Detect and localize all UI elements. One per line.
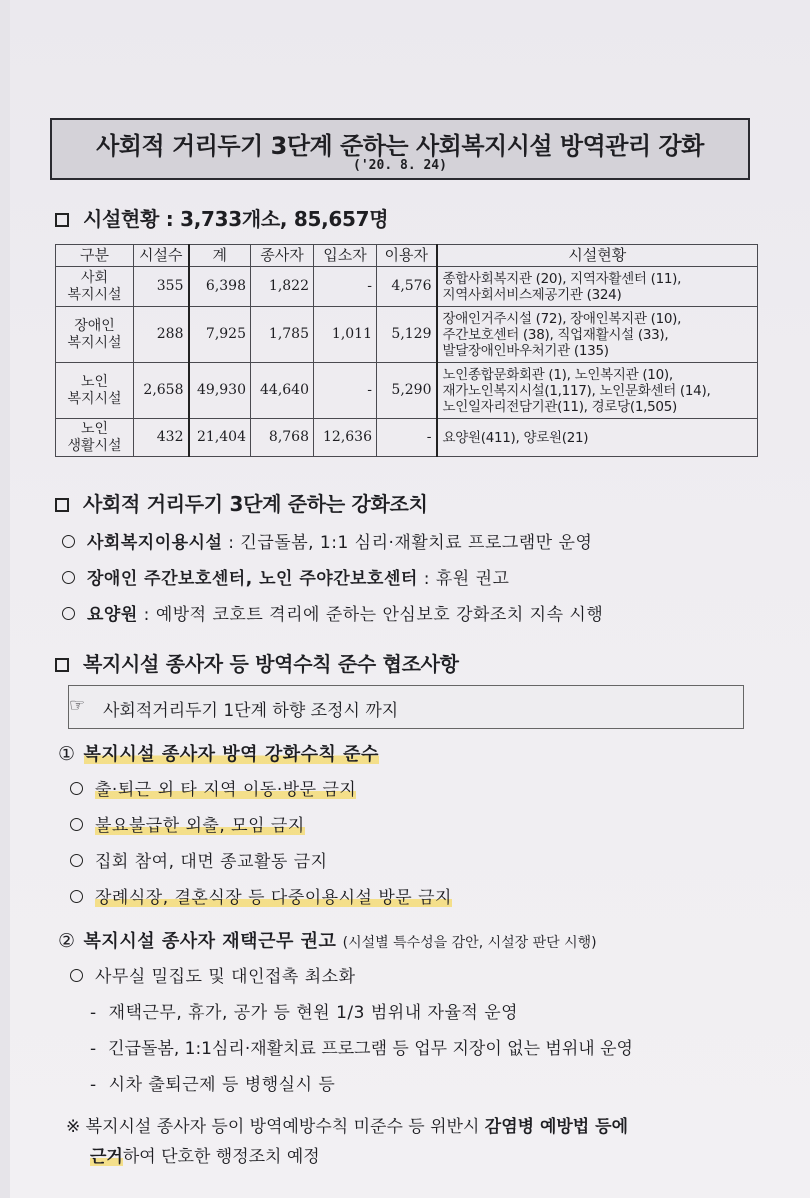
table-row: [56, 307, 758, 363]
sub2-dash-item: - 긴급돌봄, 1:1심리·재활치료 프로그램 등 업무 지장이 없는 범위내 운영: [90, 1039, 633, 1059]
square-bullet-icon: [55, 213, 69, 227]
sub1-item: 불요불급한 외출, 모임 금지: [70, 811, 305, 836]
row-resident: 12,636: [314, 419, 377, 457]
header-detail: 시설현황: [437, 245, 758, 267]
circle-bullet-icon: [70, 782, 83, 795]
measure-item: 사회복지이용시설 : 긴급돌봄, 1:1 심리·재활치료 프로그램만 운영: [62, 528, 592, 553]
measure-item: 요양원 : 예방적 코호트 격리에 준하는 안심보호 강화조치 지속 시행: [62, 600, 603, 625]
sub1-item: 출·퇴근 외 타 지역 이동·방문 금지: [70, 775, 356, 800]
sub1-item: 집회 참여, 대면 종교활동 금지: [70, 847, 328, 872]
row-user: 4,576: [377, 267, 437, 307]
document-date: ('20. 8. 24): [353, 158, 447, 173]
header-category: 구분: [56, 245, 134, 267]
row-category: 사회 복지시설: [56, 267, 134, 307]
square-bullet-icon: [55, 498, 69, 512]
header-resident: 입소자: [314, 245, 377, 267]
note-box: [68, 685, 744, 729]
row-count: 2,658: [134, 363, 189, 419]
table-row: [56, 267, 758, 307]
facility-table: [55, 244, 758, 457]
section3-heading: 복지시설 종사자 등 방역수칙 준수 협조사항: [55, 648, 459, 677]
sub1-item: 장례식장, 결혼식장 등 다중이용시설 방문 금지: [70, 883, 452, 908]
circle-bullet-icon: [70, 969, 83, 982]
warning-line1: ※ 복지시설 종사자 등이 방역예방수칙 미준수 등 위반시 감염병 예방법 등에: [66, 1117, 628, 1137]
row-user: -: [377, 419, 437, 457]
row-resident: -: [314, 363, 377, 419]
row-resident: -: [314, 267, 377, 307]
circle-bullet-icon: [62, 571, 75, 584]
row-detail: 종합사회복지관 (20), 지역자활센터 (11), 지역사회서비스제공기관 (324): [437, 267, 758, 307]
section2-heading: 사회적 거리두기 3단계 준하는 강화조치: [55, 488, 428, 517]
circle-bullet-icon: [70, 854, 83, 867]
square-bullet-icon: [55, 658, 69, 672]
section1-heading: 시설현황 : 3,733개소, 85,657명: [55, 203, 388, 232]
sub2-dash-item: - 시차 출퇴근제 등 병행실시 등: [90, 1075, 336, 1095]
reference-mark: ※: [66, 1117, 81, 1137]
header-total: 계: [189, 245, 251, 267]
row-staff: 44,640: [251, 363, 314, 419]
table-row: [56, 363, 758, 419]
sub2-title: ② 복지시설 종사자 재택근무 권고 (시설별 특수성을 감안, 시설장 판단 시행): [58, 930, 597, 952]
sub2-dash-item: - 재택근무, 휴가, 공가 등 현원 1/3 범위내 자율적 운영: [90, 1003, 519, 1023]
row-detail: 노인종합문화회관 (1), 노인복지관 (10), 재가노인복지시설(1,117), 노인문화센터 (14), 노인일자리전담기관(11), 경로당(1,505): [437, 363, 758, 419]
header-count: 시설수: [134, 245, 189, 267]
pointing-hand-icon: ☞: [69, 695, 86, 716]
circle-bullet-icon: [62, 535, 75, 548]
row-staff: 1,822: [251, 267, 314, 307]
row-category: 노인 생활시설: [56, 419, 134, 457]
row-detail: 장애인거주시설 (72), 장애인복지관 (10), 주간보호센터 (38), 직업재활시설 (33), 발달장애인바우처기관 (135): [437, 307, 758, 363]
row-staff: 8,768: [251, 419, 314, 457]
table-row: [56, 419, 758, 457]
title-box: [50, 118, 750, 180]
row-count: 355: [134, 267, 189, 307]
row-resident: 1,011: [314, 307, 377, 363]
circle-bullet-icon: [62, 607, 75, 620]
row-total: 21,404: [189, 419, 251, 457]
header-user: 이용자: [377, 245, 437, 267]
measure-item: 장애인 주간보호센터, 노인 주야간보호센터 : 휴원 권고: [62, 564, 509, 589]
row-user: 5,129: [377, 307, 437, 363]
row-total: 49,930: [189, 363, 251, 419]
row-category: 노인 복지시설: [56, 363, 134, 419]
document-title: 사회적 거리두기 3단계 준하는 사회복지시설 방역관리 강화: [96, 132, 704, 160]
row-count: 432: [134, 419, 189, 457]
row-category: 장애인 복지시설: [56, 307, 134, 363]
row-detail: 요양원(411), 양로원(21): [437, 419, 758, 457]
row-total: 6,398: [189, 267, 251, 307]
table-header-row: [56, 245, 758, 267]
row-total: 7,925: [189, 307, 251, 363]
sub2-item: 사무실 밀집도 및 대인접촉 최소화: [70, 962, 356, 987]
sub1-title: ① 복지시설 종사자 방역 강화수칙 준수: [58, 743, 379, 765]
row-staff: 1,785: [251, 307, 314, 363]
row-user: 5,290: [377, 363, 437, 419]
note-text: 사회적거리두기 1단계 하향 조정시 까지: [103, 701, 399, 721]
circle-bullet-icon: [70, 818, 83, 831]
row-count: 288: [134, 307, 189, 363]
header-staff: 종사자: [251, 245, 314, 267]
warning-line2: 근거하여 단호한 행정조치 예정: [90, 1147, 320, 1167]
circle-bullet-icon: [70, 890, 83, 903]
